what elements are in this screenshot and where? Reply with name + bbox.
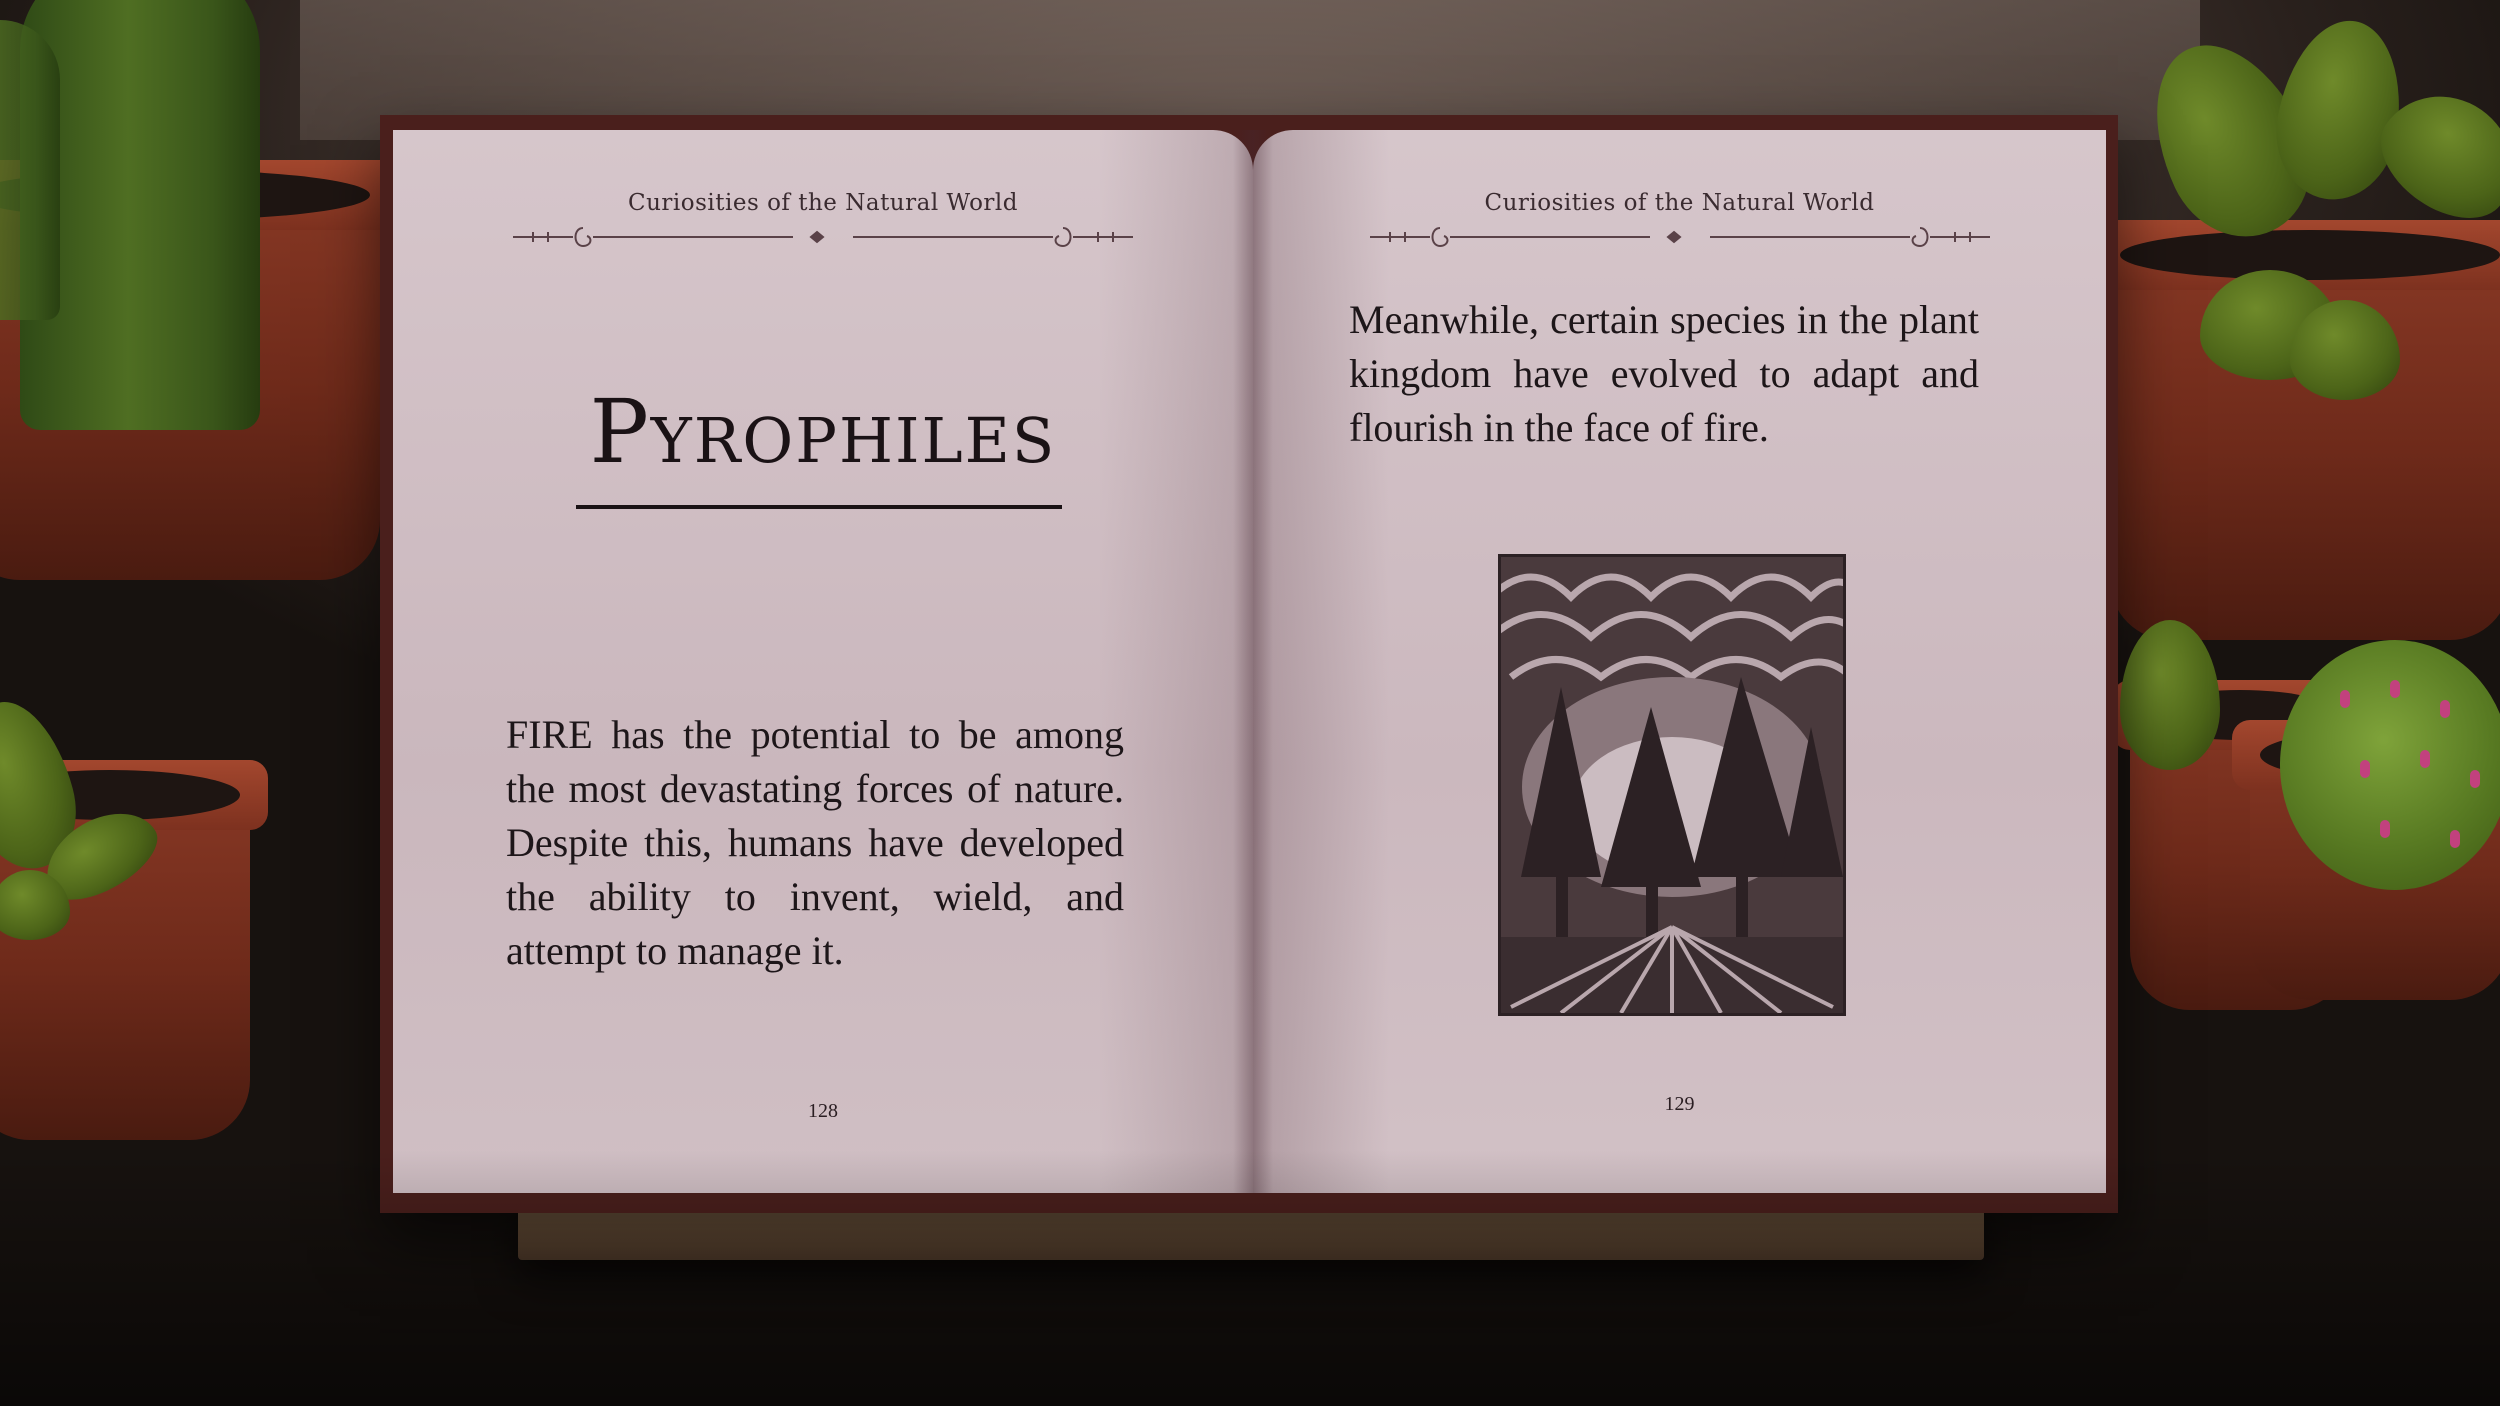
book-spine-shadow	[1233, 130, 1273, 1193]
floor-shadow	[0, 1150, 2500, 1406]
left-page-body: FIRE has the potential to be among the most devastating forces of nature. Despite this, humans have developed the ability to invent, wield, and attempt to manage it.	[506, 712, 1124, 973]
cactus-arm-left	[0, 20, 60, 320]
title-underline	[576, 505, 1062, 509]
page-number-right: 129	[1664, 1093, 1695, 1115]
running-head-left: Curiosities of the Natural World	[627, 190, 1018, 216]
ornament-divider-right	[1370, 222, 1990, 252]
ornament-divider-left	[513, 222, 1133, 252]
chapter-title: Pyrophiles	[589, 380, 1057, 483]
right-page-body: Meanwhile, certain species in the plant kingdom have evolved to adapt and flourish in the face of fire.	[1349, 297, 1979, 450]
left-page[interactable]	[393, 130, 1253, 1193]
round-cactus	[2280, 640, 2500, 890]
running-head-right: Curiosities of the Natural World	[1484, 190, 1875, 216]
forest-fire-illustration	[1498, 554, 1846, 1016]
plant-leaf-right-1	[2120, 620, 2220, 770]
page-number-left: 128	[808, 1100, 838, 1122]
right-page[interactable]	[1253, 130, 2106, 1193]
